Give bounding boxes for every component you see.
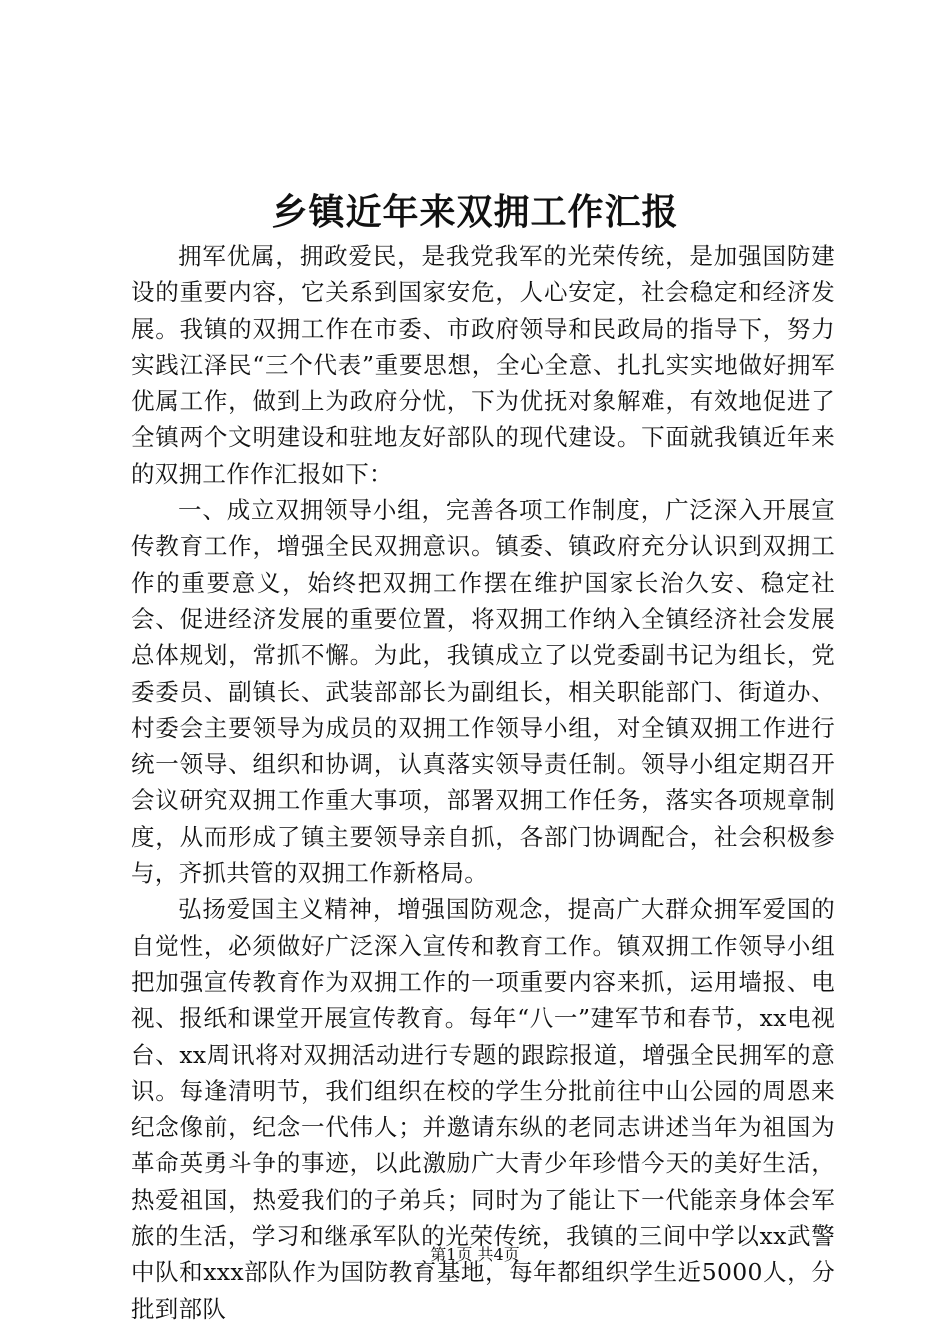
page-footer xyxy=(0,1244,950,1266)
paragraph-intro: 拥军优属，拥政爱民，是我党我军的光荣传统，是加强国防建设的重要内容，它关系到国家安危，人心安定，社会稳定和经济发展。我镇的双拥工作在市委、市政府领导和民政局的指导下，努力实践江泽民“三个代表”重要思想，全心全意、扎扎实实地做好拥军优属工作，做到上为政府分忧，下为优抚对象解难，有效地促进了全镇两个文明建设和驻地友好部队的现代建设。下面就我镇近年来的双拥工作作汇报如下： xyxy=(131,242,835,488)
paragraph-section-one: 一、成立双拥领导小组，完善各项工作制度，广泛深入开展宣传教育工作，增强全民双拥意识。镇委、镇政府充分认识到双拥工作的重要意义，始终把双拥工作摆在维护国家长治久安、稳定社会、促进经济发展的重要位置，将双拥工作纳入全镇经济社会发展总体规划，常抓不懈。为此，我镇成立了以党委副书记为组长，党委委员、副镇长、武装部部长为副组长，相关职能部门、街道办、村委会主要领导为成员的双拥工作领导小组，对全镇双拥工作进行统一领导、组织和协调，认真落实领导责任制。领导小组定期召开会议研究双拥工作重大事项，部署双拥工作任务，落实各项规章制度，从而形成了镇主要领导亲自抓，各部门协调配合，社会积极参与，齐抓共管的双拥工作新格局。 xyxy=(131,496,835,888)
document-title: 乡镇近年来双拥工作汇报 xyxy=(271,191,679,233)
page-number-indicator: 第1页 共4页 xyxy=(430,1245,520,1264)
paragraph-publicity: 弘扬爱国主义精神，增强国防观念，提高广大群众拥军爱国的自觉性，必须做好广泛深入宣传和教育工作。镇双拥工作领导小组把加强宣传教育作为双拥工作的一项重要内容来抓，运用墙报、电视、报纸和课堂开展宣传教育。每年“八一”建军节和春节，xx电视台、xx周讯将对双拥活动进行专题的跟踪报道，增强全民拥军的意识。每逢清明节，我们组织在校的学生分批前往中山公园的周恩来纪念像前，纪念一代伟人；并邀请东纵的老同志讲述当年为祖国为革命英勇斗争的事迹，以此激励广大青少年珍惜今天的美好生活，热爱祖国，热爱我们的子弟兵；同时为了能让下一代能亲身体会军旅的生活，学习和继承军队的光荣传统，我镇的三间中学以xx武警中队和xxx部队作为国防教育基地，每年都组织学生近5000人，分批到部队 xyxy=(131,895,835,1323)
document-body xyxy=(131,238,835,1327)
